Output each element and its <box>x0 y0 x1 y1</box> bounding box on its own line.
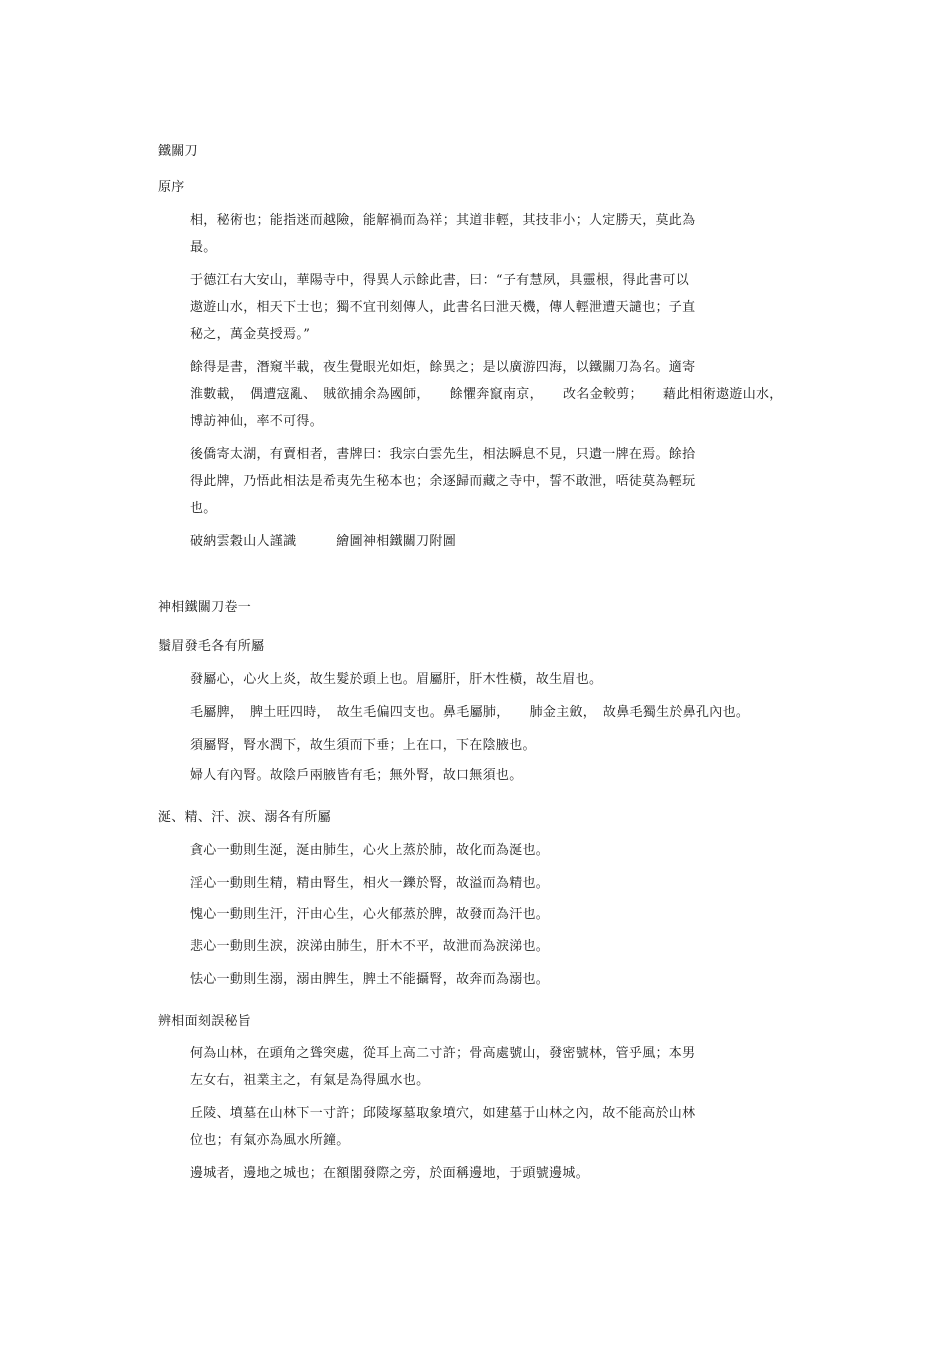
section-heading: 辨相面刻誤秘旨 <box>158 1014 252 1029</box>
preface-line: 最。 <box>190 240 217 255</box>
preface-line: 相，秘術也；能指迷而越險，能解禍而為祥；其道非輕，其技非小；人定勝天，莫此為 <box>190 213 696 228</box>
section-line: 左女右，祖業主之，有氣是為得風水也。 <box>190 1073 430 1088</box>
section-line: 毛屬脾， 脾土旺四時， 故生毛偏四支也。鼻毛屬肺， 肺金主斂， 故鼻毛獨生於鼻孔內也。 <box>190 705 750 720</box>
preface-line: 也。 <box>190 501 217 516</box>
section-line: 淫心一動則生精，精由腎生，相火一鑠於腎，故溢而為精也。 <box>190 876 550 891</box>
preface-line: 博訪神仙，率不可得。 <box>190 414 324 429</box>
section-line: 發屬心，心火上炎，故生髮於頭上也。眉屬肝，肝木性橫，故生眉也。 <box>190 672 603 687</box>
preface-heading: 原序 <box>158 180 185 195</box>
section-line: 怯心一動則生溺，溺由脾生，脾土不能攝腎，故奔而為溺也。 <box>190 972 550 987</box>
section-heading: 涎、精、汗、淚、溺各有所屬 <box>158 810 331 825</box>
section-line: 悲心一動則生淚，淚涕由肺生，肝木不平，故泄而為淚涕也。 <box>190 939 550 954</box>
preface-line: 淮數載， 偶遭寇亂、 賊欲捕余為國師， 餘懼奔竄南京， 改名金較剪； 藉此相術遨遊山水， <box>190 387 783 402</box>
preface-line: 遨遊山水，相天下士也；獨不宜刊刻傳人，此書名曰泄天機，傳人輕泄遭天譴也；子直 <box>190 300 696 315</box>
section-line: 須屬腎，腎水潤下，故生須而下垂；上在口，下在陰腋也。 <box>190 738 536 753</box>
preface-line: 于德江右大安山，華陽寺中，得異人示餘此書，曰：“子有慧夙，具靈根，得此書可以 <box>190 273 690 288</box>
section-line: 位也；有氣亦為風水所鐘。 <box>190 1133 350 1148</box>
preface-signature: 破納雲穀山人謹識 繪圖神相鐵關刀附圖 <box>190 534 457 549</box>
document-title: 鐵關刀 <box>158 144 198 159</box>
section-heading: 鬚眉發毛各有所屬 <box>158 639 265 654</box>
section-line: 邊城者，邊地之城也；在額閣發際之旁，於面稱邊地，于頭號邊城。 <box>190 1166 590 1181</box>
section-line: 貪心一動則生涎，涎由肺生，心火上蒸於肺，故化而為涎也。 <box>190 843 550 858</box>
preface-line: 得此牌，乃悟此相法是希夷先生秘本也；余逐歸而藏之寺中，誓不敢泄，唔徒莫為輕玩 <box>190 474 696 489</box>
volume-title: 神相鐵關刀卷一 <box>158 600 252 615</box>
preface-line: 秘之，萬金莫授焉。” <box>190 327 311 342</box>
preface-line: 餘得是書，潛窺半載，夜生覺眼光如炬，餘異之；是以廣游四海，以鐵關刀為名。適寄 <box>190 360 696 375</box>
section-line: 丘陵、墳墓在山林下一寸許；邱陵塚墓取象墳穴，如建墓于山林之內，故不能高於山林 <box>190 1106 696 1121</box>
preface-line: 後僑寄太湖，有賣相者，書牌曰：我宗白雲先生，相法瞬息不見，只遺一牌在焉。餘拾 <box>190 447 696 462</box>
section-line: 愧心一動則生汗，汗由心生，心火郁蒸於脾，故發而為汗也。 <box>190 907 550 922</box>
section-line: 婦人有內腎。故陰戶兩腋皆有毛；無外腎，故口無須也。 <box>190 768 523 783</box>
section-line: 何為山林，在頭角之聳突處，從耳上高二寸許；骨高處號山，發密號林，管乎風；本男 <box>190 1046 696 1061</box>
